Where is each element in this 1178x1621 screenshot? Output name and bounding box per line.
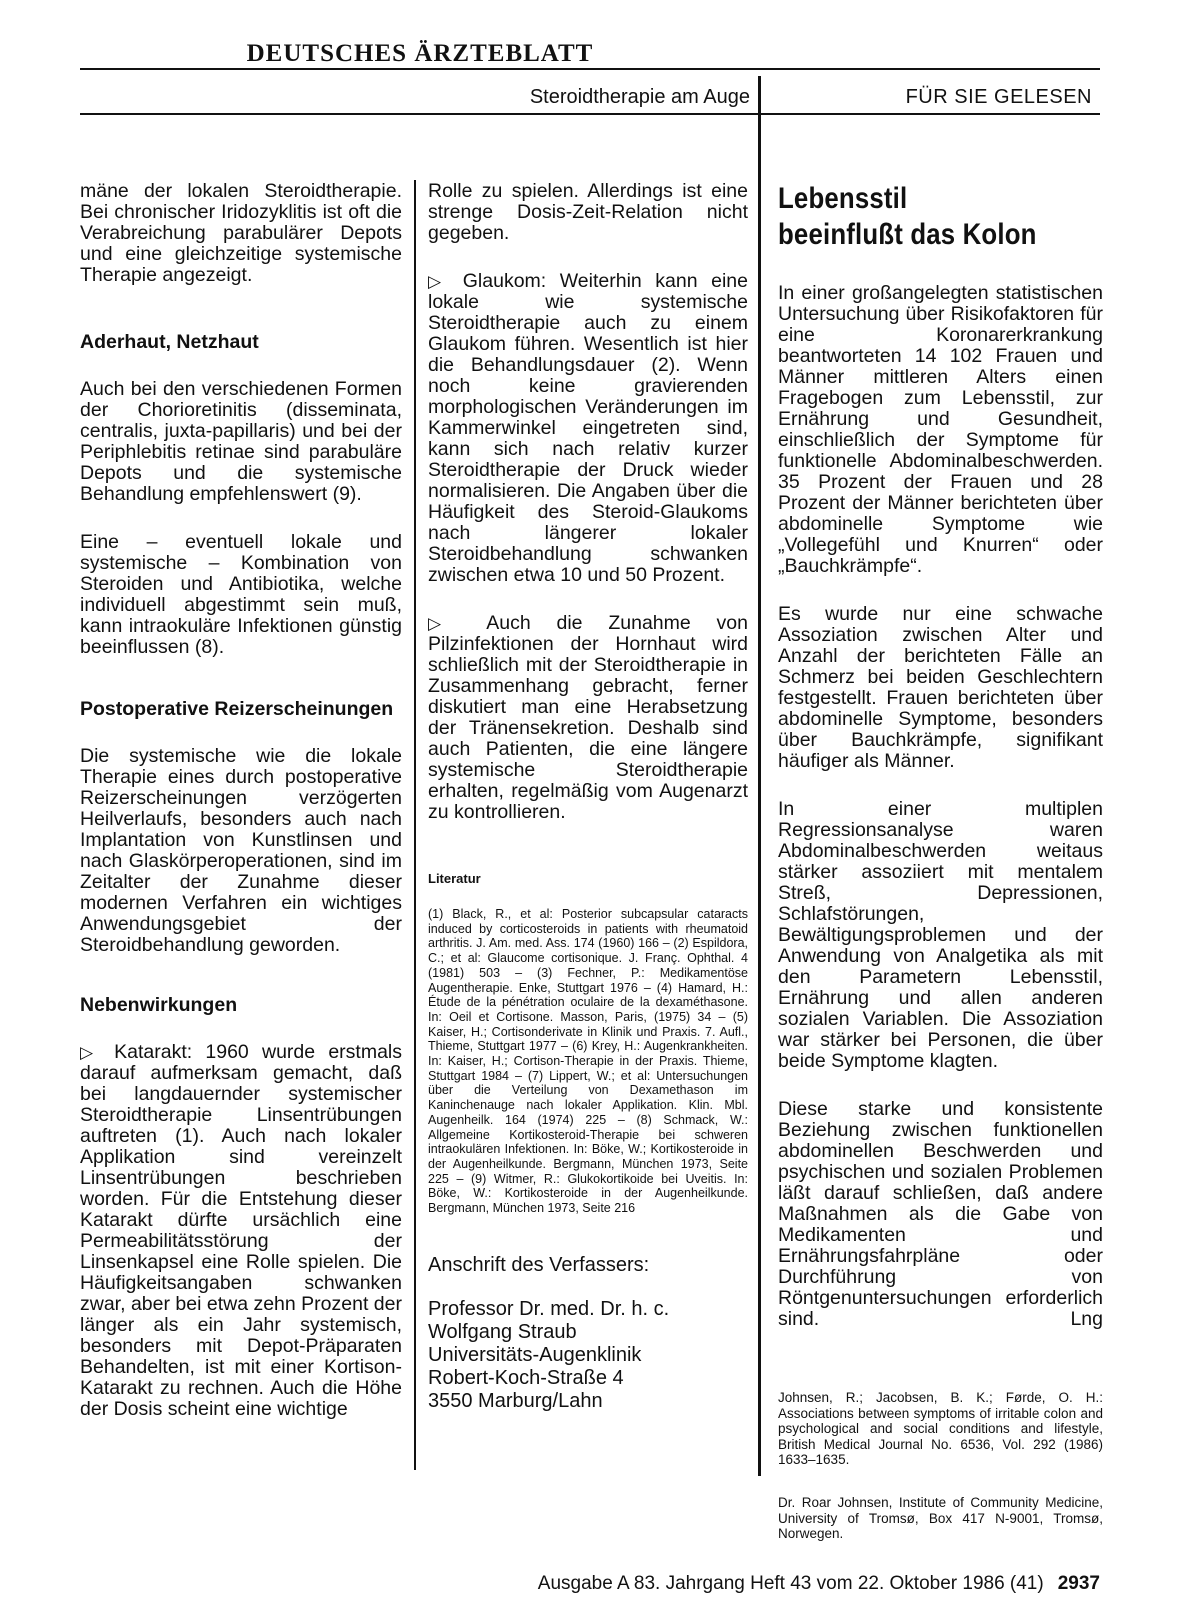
title-line: beeinflußt das Kolon	[778, 218, 1037, 251]
paragraph: Eine – eventuell lokale und systemische – Kombination von Steroiden und Antibiotika, welche individuell abgestimmt sein muß, kann intraokuläre Infektionen günstig beeinflussen (8).	[80, 531, 402, 658]
journal-masthead: DEUTSCHES ÄRZTEBLATT	[246, 40, 594, 67]
author-address	[428, 1254, 748, 1413]
address-line: Wolfgang Straub	[428, 1320, 577, 1343]
paragraph-text: Katarakt: 1960 wurde erstmals darauf aufmerksam gemacht, daß bei langdauernder systemischer Steroidtherapie Linsentrübungen auftreten (1). Auch nach lokaler Applikation sind vereinzelt Linsentrübungen beschrieben worden. Für die Entstehung dieser Katarakt dürfte ursächlich eine Permeabilitätsstörung der Linsenkapsel eine Rolle spielen. Die Häufigkeitsangaben schwanken zwar, aber bei etwa zehn Prozent der länger als ein Jahr systemisch, besonders mit Depot-Präparaten Behandelten, ist mit einer Kortison-Katarakt zu rechnen. Auch die Höhe der Dosis scheint eine wichtige	[80, 1041, 403, 1420]
arrow-icon: ▷	[428, 614, 462, 633]
header-rule	[80, 113, 1100, 115]
column-3	[778, 181, 1103, 1569]
paragraph	[778, 1099, 1103, 1330]
address-line: Professor Dr. med. Dr. h. c.	[428, 1297, 670, 1320]
paragraph-text: Diese starke und konsistente Beziehung zwischen funktionellen abdominellen Beschwerden und psychischen und sozialen Problemen läßt darauf schließen, daß andere Maßnahmen als die Gabe von Medikamenten und Ernährungsfahrpläne oder Durchführung von Röntgenuntersuchungen erforderlich sind.	[778, 1098, 1103, 1330]
address-label: Anschrift des Verfassers:	[428, 1253, 650, 1276]
paragraph-glaucoma	[428, 271, 748, 586]
paragraph: In einer multiplen Regressionsanalyse waren Abdominalbeschwerden weitaus stärker assoziiert mit mentalem Streß, Depressionen, Schlafstörungen, Bewältigungsproblemen und der Anwendung von Analgetika als mit den Parametern Lebensstil, Ernährung und allen anderen sozialen Variablen. Die Assoziation war stärker bei Personen, die über beide Symptome klagten.	[778, 798, 1103, 1072]
masthead-rule	[80, 68, 1100, 70]
address-line: Universitäts-Augenklinik	[428, 1343, 642, 1366]
paragraph-text: Glaukom: Weiterhin kann eine lokale wie systemische Steroidtherapie auch zu einem Glaukom führen. Wesentlich ist hier die Behandlungsdauer (2). Wenn noch keine gravierenden morphologischen Veränderungen im Kammerwinkel eingetreten sind, kann sich nach relativ kurzer Steroidtherapie der Druck wieder normalisieren. Die Angaben über die Häufigkeit des Steroid-Glaukoms nach längerer lokaler Steroidbehandlung schwanken zwischen etwa 10 und 50 Prozent.	[428, 270, 748, 586]
article-title	[778, 181, 1058, 253]
paragraph-cataract	[80, 1042, 402, 1420]
subheading: Postoperative Reizerscheinungen	[80, 698, 394, 720]
subheading: Aderhaut, Netzhaut	[80, 331, 259, 353]
author-sign: Lng	[1070, 1308, 1103, 1330]
title-line: Lebensstil	[778, 182, 908, 215]
paragraph: Es wurde nur eine schwache Assoziation zwischen Alter und Anzahl der berichteten Fälle an Schmerz bei beiden Geschlechtern festgestellt. Frauen berichteten über abdominelle Symptome, besonders über Bauchkrämpfe, signifikant häufiger als Männer.	[778, 603, 1103, 772]
paragraph: Rolle zu spielen. Allerdings ist eine strenge Dosis-Zeit-Relation nicht gegeben.	[428, 180, 748, 244]
paragraph-text: Auch die Zunahme von Pilzinfektionen der Hornhaut wird schließlich mit der Steroidtherapie in Zusammenhang gebracht, ferner diskutiert man eine Herabsetzung der Tränensekretion. Deshalb sind auch Patienten, die eine längere systemische Steroidtherapie erhalten, regelmäßig vom Augenarzt zu kontrollieren.	[428, 612, 748, 823]
issue-info: Ausgabe A 83. Jahrgang Heft 43 vom 22. Oktober 1986 (41)	[537, 1573, 1044, 1594]
address-line: Robert-Koch-Straße 4	[428, 1366, 624, 1389]
address-line: 3550 Marburg/Lahn	[428, 1389, 603, 1412]
column-1	[80, 181, 402, 1447]
page-footer	[480, 1573, 1100, 1595]
column-2	[428, 181, 748, 1413]
arrow-icon: ▷	[80, 1043, 101, 1062]
paragraph: In einer großangelegten statistischen Untersuchung über Risikofaktoren für eine Koronarerkrankung beantworteten 14 102 Frauen und Männer mittleren Alters einen Fragebogen zum Lebensstil, zur Ernährung und Gesundheit, einschließlich der Symptome für funktionelle Abdominalbeschwerden. 35 Prozent der Frauen und 28 Prozent der Männer berichteten über abdominelle Symptome wie „Vollegefühl und Knurren“ oder „Bauchkrämpfe“.	[778, 282, 1103, 577]
column-divider-2	[758, 76, 761, 1476]
rubric-title: FÜR SIE GELESEN	[905, 86, 1092, 108]
section-title: Steroidtherapie am Auge	[529, 86, 750, 108]
literature-list: (1) Black, R., et al: Posterior subcapsular cataracts induced by corticosteroids in patients with rheumatoid arthritis. J. Am. med. Ass. 174 (1960) 166 – (2) Espildora, C.; et al: Glaucome cortisonique. J. Franç. Ophthal. 4 (1981) 503 – (3) Fechner, P.: Medikamentöse Augentherapie. Enke, Stuttgart 1976 – (4) Hamard, H.: Étude de la pénétration oculaire de la dexaméthasone. In: Oeil et Cortisone. Masson, Paris, (1975) 34 – (5) Kaiser, H.; Cortisonderivate in Klinik und Praxis. 7. Aufl., Thieme, Stuttgart 1977 – (6) Krey, H.: Augenkrankheiten. In: Kaiser, H.; Cortison-Therapie in der Praxis. Thieme, Stuttgart 1984 – (7) Lippert, W.; et al: Untersuchungen über die Verteilung von Dexamethason im Kaninchenauge nach lokaler Applikation. Klin. Mbl. Augenheilk. 164 (1974) 225 – (8) Schmack, W.: Allgemeine Kortikosteroid-Therapie bei schweren intraokulären Infektionen. In: Böke, W.; Kortikosteroide in der Augenheilkunde. Bergmann, München 1973, Seite 225 – (9) Witmer, R.: Glukokortikoide bei Uveitis. In: Böke, W.: Kortikosteroide in der Augenheilkunde. Bergmann, München 1973, Seite 216	[428, 907, 748, 1216]
literature-heading: Literatur	[428, 871, 481, 886]
paragraph: Auch bei den verschiedenen Formen der Chorioretinitis (disseminata, centralis, juxta-papillaris) und bei der Periphlebitis retinae sind parabuläre Depots und die systemische Behandlung empfehlenswert (9).	[80, 378, 402, 505]
paragraph-fungal	[428, 613, 748, 823]
paragraph: Die systemische wie die lokale Therapie eines durch postoperative Reizerscheinungen verzögerten Heilverlaufs, besonders auch nach Implantation von Kunstlinsen und nach Glaskörperoperationen, sind im Zeitalter der Zunahme dieser modernen Verfahren ein wichtiges Anwendungsgebiet der Steroidbehandlung geworden.	[80, 745, 402, 956]
column-divider-1	[414, 180, 416, 1470]
reference: Johnsen, R.; Jacobsen, B. K.; Førde, O. H.: Associations between symptoms of irritable colon and psychological and social conditions and lifestyle, British Medical Journal No. 6536, Vol. 292 (1986) 1633–1635.	[778, 1390, 1103, 1468]
paragraph: mäne der lokalen Steroidtherapie. Bei chronischer Iridozyklitis ist oft die Verabreichung parabulärer Depots und eine gleichzeitige systemische Therapie angezeigt.	[80, 180, 402, 286]
subheading: Nebenwirkungen	[80, 994, 238, 1016]
page-number: 2937	[1057, 1573, 1100, 1594]
arrow-icon: ▷	[428, 272, 450, 291]
author-affiliation: Dr. Roar Johnsen, Institute of Community Medicine, University of Tromsø, Box 417 N-9001, Tromsø, Norwegen.	[778, 1494, 1103, 1542]
